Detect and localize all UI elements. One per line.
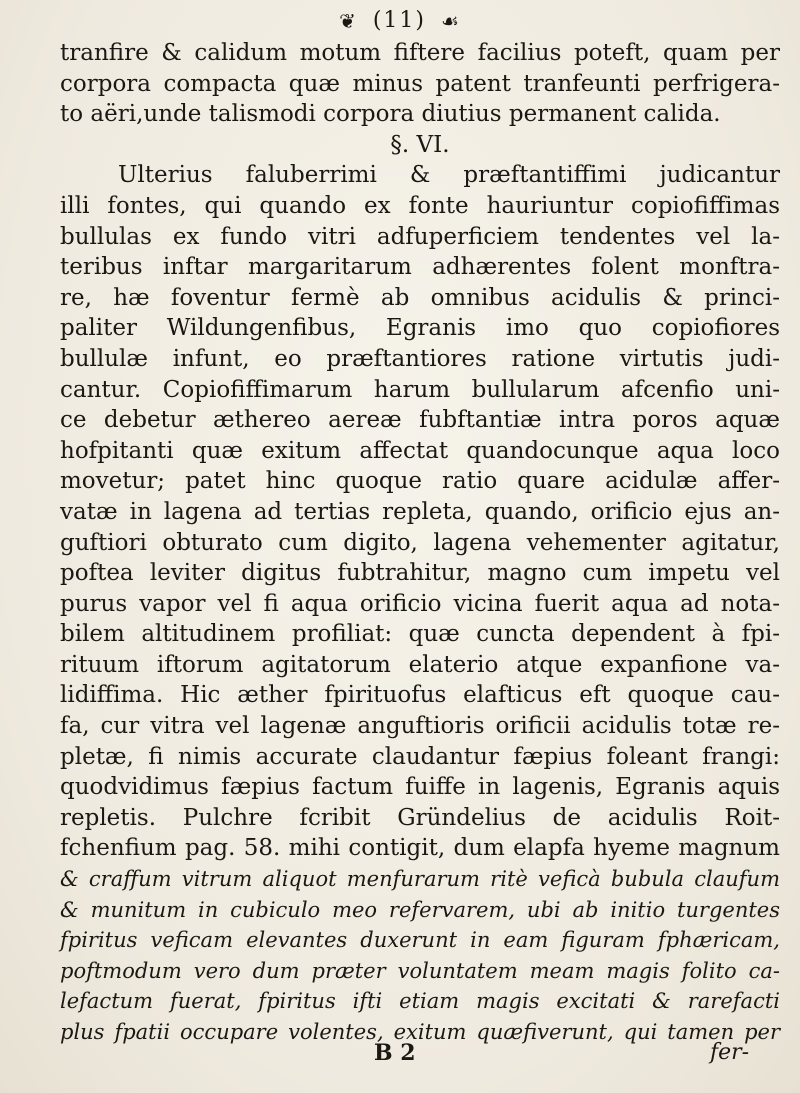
signature-mark: B 2 [374, 1040, 416, 1066]
text-line: rituum iftorum agitatorum elaterio atque expanfione va- [60, 651, 780, 678]
body-text [60, 38, 780, 1048]
left-ornament-icon: ❦ [339, 9, 358, 33]
text-line: cantur. Copiofiffimarum harum bullularum afcenfio uni- [60, 376, 780, 403]
text-line: bilem altitudinem profiliat: quæ cuncta dependent à fpi- [60, 621, 780, 648]
text-line: fa, cur vitra vel lagenæ anguftioris orificii acidulis totæ re- [60, 713, 780, 740]
text-line: fchenfium pag. 58. mihi contigit, dum elapfa hyeme magnum [60, 835, 780, 862]
text-line: pletæ, fi nimis accurate claudantur fæpius foleant frangi: [60, 743, 780, 770]
text-line: paliter Wildungenfibus, Egranis imo quo copiofiores [60, 315, 780, 342]
section-heading: §. VI. [390, 131, 450, 158]
text-line: movetur; patet hinc quoque ratio quare acidulæ affer- [60, 468, 780, 495]
text-line: vatæ in lagena ad tertias repleta, quando, orificio ejus an- [60, 498, 780, 525]
text-line: corpora compacta quæ minus patent tranfeunti perfrigera- [60, 70, 780, 97]
text-line: guftiori obturato cum digito, lagena vehementer agitatur, [60, 529, 780, 556]
quotation-line: poftmodum vero dum præter voluntatem meam magis folito ca- [60, 958, 780, 983]
text-line: purus vapor vel fi aqua orificio vicina fuerit aqua ad nota- [60, 590, 780, 617]
page-number: (11) [372, 8, 426, 33]
text-line: bullulas ex fundo vitri adfuperficiem tendentes vel la- [60, 223, 780, 250]
text-line: re, hæ foventur fermè ab omnibus acidulis & princi- [60, 284, 780, 311]
text-line: teribus inftar margaritarum adhærentes folent monftra- [60, 254, 780, 281]
right-ornament-icon: ☙ [441, 9, 461, 33]
quotation-line: lefactum fuerat, fpiritus ifti etiam magis excitati & rarefacti [60, 989, 780, 1014]
quotation-line: & munitum in cubiculo meo refervarem, ubi ab initio turgentes [60, 897, 780, 922]
catchword: fer- [710, 1040, 750, 1065]
text-line: to aëri,unde talismodi corpora diutius permanent calida. [60, 101, 721, 128]
quotation-line: plus fpatii occupare volentes, exitum quæfiverunt, qui tamen per [60, 1020, 780, 1044]
text-line: Ulterius faluberrimi & præftantiffimi judicantur [118, 162, 780, 189]
text-line: illi fontes, qui quando ex fonte hauriuntur copiofiffimas [60, 192, 780, 219]
text-line: poftea leviter digitus fubtrahitur, magno cum impetu vel [60, 560, 780, 587]
quotation-line: fpiritus veficam elevantes duxerunt in eam figuram fphæricam, [60, 928, 780, 953]
text-line: repletis. Pulchre fcribit Gründelius de acidulis Roit- [60, 804, 780, 831]
text-line: tranfire & calidum motum fiftere facilius poteft, quam per [60, 40, 780, 66]
text-line: bullulæ infunt, eo præftantiores ratione virtutis judi- [60, 345, 780, 372]
page-header [0, 8, 800, 34]
quotation-line: & craffum vitrum aliquot menfurarum ritè veficà bubula claufum [60, 867, 780, 892]
text-line: quodvidimus fæpius factum fuiffe in lagenis, Egranis aquis [60, 774, 780, 801]
text-line: hofpitanti quæ exitum affectat quandocunque aqua loco [60, 437, 780, 464]
text-line: lidiffima. Hic æther fpirituofus elafticus eft quoque cau- [60, 682, 780, 709]
text-line: ce debetur æthereo aereæ fubftantiæ intra poros aquæ [60, 407, 780, 434]
